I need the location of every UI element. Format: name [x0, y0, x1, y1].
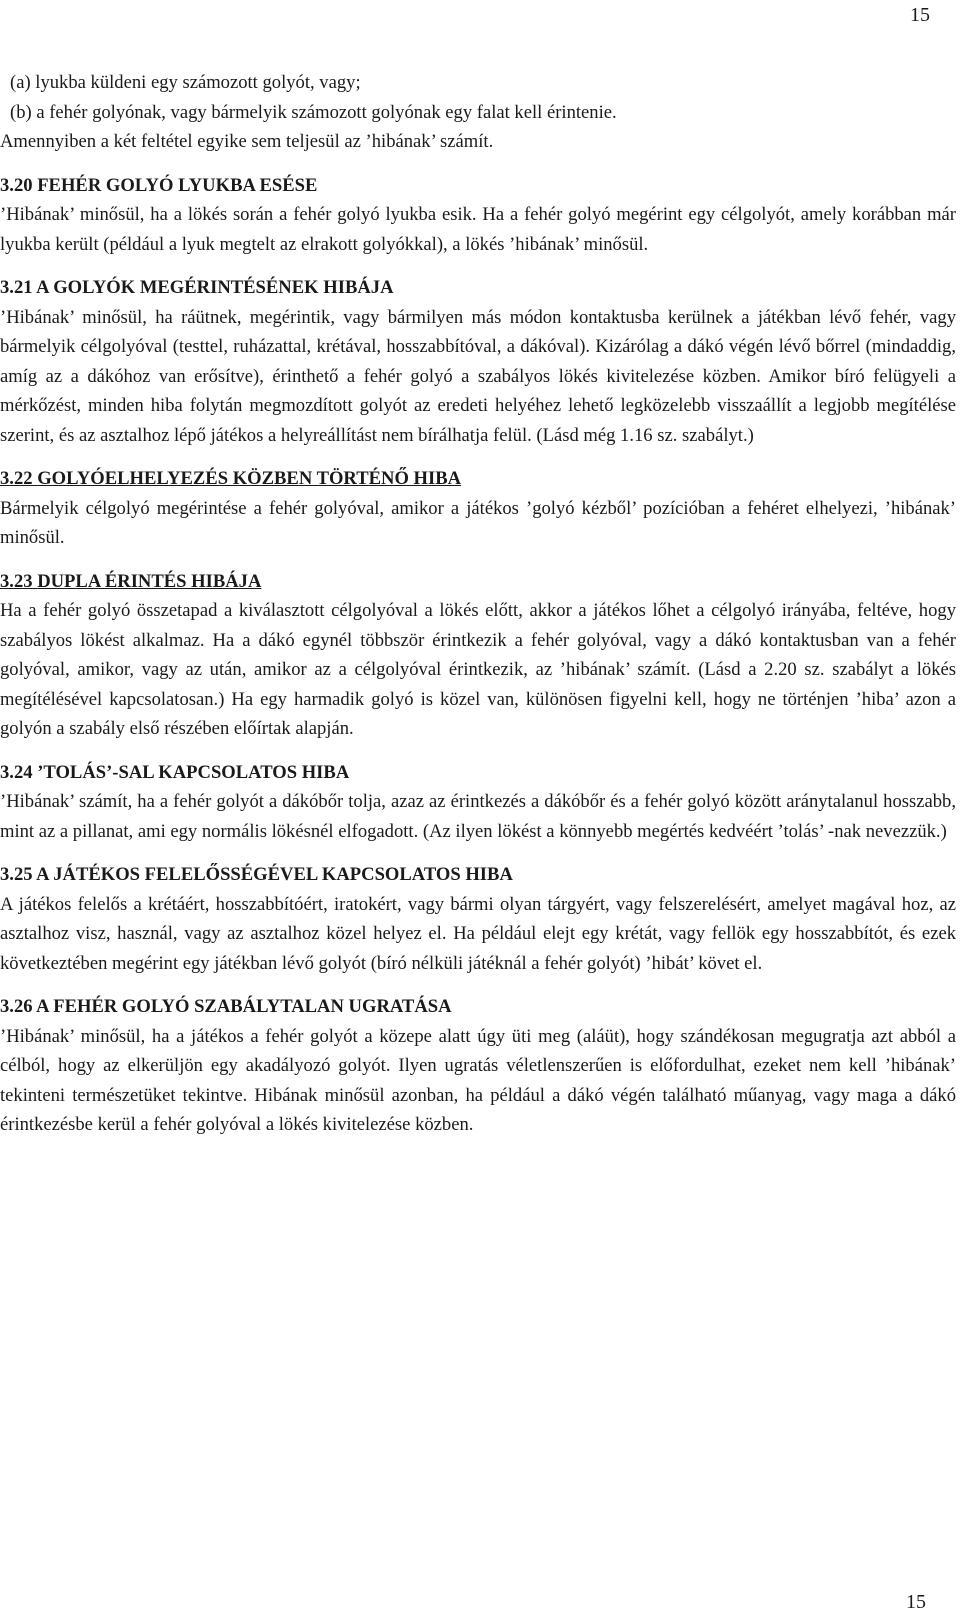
section-3-21	[0, 273, 956, 450]
page-number-bottom: 15	[906, 1591, 926, 1613]
section-3-23	[0, 567, 956, 744]
section-heading	[0, 464, 956, 494]
section-title: A JÁTÉKOS FELELŐSSÉGÉVEL KAPCSOLATOS HIBA	[36, 864, 513, 885]
section-heading	[0, 992, 956, 1022]
section-number: 3.20	[0, 174, 33, 196]
section-body: Bármelyik célgolyó megérintése a fehér golyóval, amikor a játékos ’golyó kézből’ pozícióban a fehéret elhelyezi, ’hibának’ minősül.	[0, 497, 956, 548]
section-number: 3.23	[0, 570, 33, 592]
section-number: 3.24	[0, 761, 33, 783]
section-3-20	[0, 171, 956, 260]
section-body: ’Hibának’ minősül, ha ráütnek, megérintik, vagy bármilyen más módon kontaktusba kerülnek a játékban lévő fehér, vagy bármelyik célgolyóval (testtel, ruházattal, krétával, hosszabbítóval, a dákóval). Kizárólag a dákó végén lévő bőrrel (mindaddig, amíg az a dákóhoz van erősítve), érinthető a fehér golyó a szabályos lökés kivitelezése közben. Amikor bíró felügyeli a mérkőzést, minden hiba folytán megmozdított golyót az eredeti helyéhez lehető legközelebb visszaállít a legjobb megítélése szerint, és az asztalhoz lépő játékos a helyreállítást nem bírálhatja felül. (Lásd még 1.16 sz. szabályt.)	[0, 306, 956, 446]
section-title: A GOLYÓK MEGÉRINTÉSÉNEK HIBÁJA	[36, 277, 394, 298]
intro-line-c: Amennyiben a két feltétel egyike sem teljesül az ’hibának’ számít.	[0, 131, 494, 152]
section-title: DUPLA ÉRINTÉS HIBÁJA	[37, 570, 262, 592]
section-title: FEHÉR GOLYÓ LYUKBA ESÉSE	[37, 174, 318, 196]
section-number: 3.22	[0, 468, 33, 489]
page-number-top: 15	[910, 4, 930, 26]
intro-line-a: (a) lyukba küldeni egy számozott golyót, vagy;	[10, 72, 361, 93]
section-title: GOLYÓELHELYEZÉS KÖZBEN TÖRTÉNŐ HIBA	[37, 468, 462, 489]
section-number: 3.25	[0, 864, 33, 885]
section-heading	[0, 273, 956, 303]
section-number: 3.21	[0, 277, 33, 298]
section-3-22	[0, 464, 956, 553]
section-title: A FEHÉR GOLYÓ SZABÁLYTALAN UGRATÁSA	[36, 996, 452, 1017]
section-number: 3.26	[0, 996, 33, 1017]
section-body: A játékos felelős a krétáért, hosszabbítóért, iratokért, vagy bármi olyan tárgyért, vagy felszerelésért, amelyet magával hoz, az asztalhoz visz, használ, vagy az asztalhoz közel helyez el. Ha például elejt egy krétát, vagy fellök egy hosszabbítót, és ezek következtében megérint egy játékban lévő golyót (bíró nélküli játéknál a fehér golyót) ’hibát’ követ el.	[0, 893, 956, 974]
section-body: ’Hibának’ minősül, ha a játékos a fehér golyót a közepe alatt úgy üti meg (aláüt), hogy szándékosan megugratja azt abból a célból, hogy az elkerüljön egy akadályozó golyót. Ilyen ugratás véletlenszerűen is előfordulhat, ezeket nem kell ’hibának’ tekinteni természetüket tekintve. Hibának minősül azonban, ha például a dákó végén található műanyag, vagy maga a dákó érintkezésbe kerül a fehér golyóval a lökés kivitelezése közben.	[0, 1025, 956, 1135]
section-heading	[0, 567, 956, 597]
section-title: ’TOLÁS’-SAL KAPCSOLATOS HIBA	[37, 761, 350, 783]
section-heading	[0, 171, 956, 201]
section-heading	[0, 758, 956, 788]
section-3-24	[0, 758, 956, 847]
section-3-25	[0, 860, 956, 978]
document-body	[0, 68, 956, 1140]
section-body: ’Hibának’ minősül, ha a lökés során a fehér golyó lyukba esik. Ha a fehér golyó megérint egy célgolyót, amely korábban már lyukba került (például a lyuk megtelt az elrakott golyókkal), a lökés ’hibának’ minősül.	[0, 204, 956, 255]
section-body: ’Hibának’ számít, ha a fehér golyót a dákóbőr tolja, azaz az érintkezés a dákóbőr és a fehér golyó között aránytalanul hosszabb, mint az a pillanat, ami egy normális lökésnél elfogadott. (Az ilyen lökést a könnyebb megértés kedvéért ’tolás’ -nak nevezzük.)	[0, 791, 956, 842]
section-3-26	[0, 992, 956, 1140]
section-body: Ha a fehér golyó összetapad a kiválasztott célgolyóval a lökés előtt, akkor a játékos lőhet a célgolyó irányába, feltéve, hogy szabályos lökést alkalmaz. Ha a dákó egynél többször érintkezik a fehér golyóval, vagy a dákó kontaktusban van a fehér golyóval, amikor, vagy az után, amikor az a célgolyóval érintkezik, az ’hibának’ számít. (Lásd a 2.20 sz. szabályt a lökés megítélésével kapcsolatosan.) Ha egy harmadik golyó is közel van, különösen figyelni kell, hogy ne történjen ’hiba’ azon a golyón a szabály első részében előírtak alapján.	[0, 600, 956, 739]
intro-line-b: (b) a fehér golyónak, vagy bármelyik számozott golyónak egy falat kell érintenie.	[10, 101, 617, 123]
section-heading	[0, 860, 956, 890]
